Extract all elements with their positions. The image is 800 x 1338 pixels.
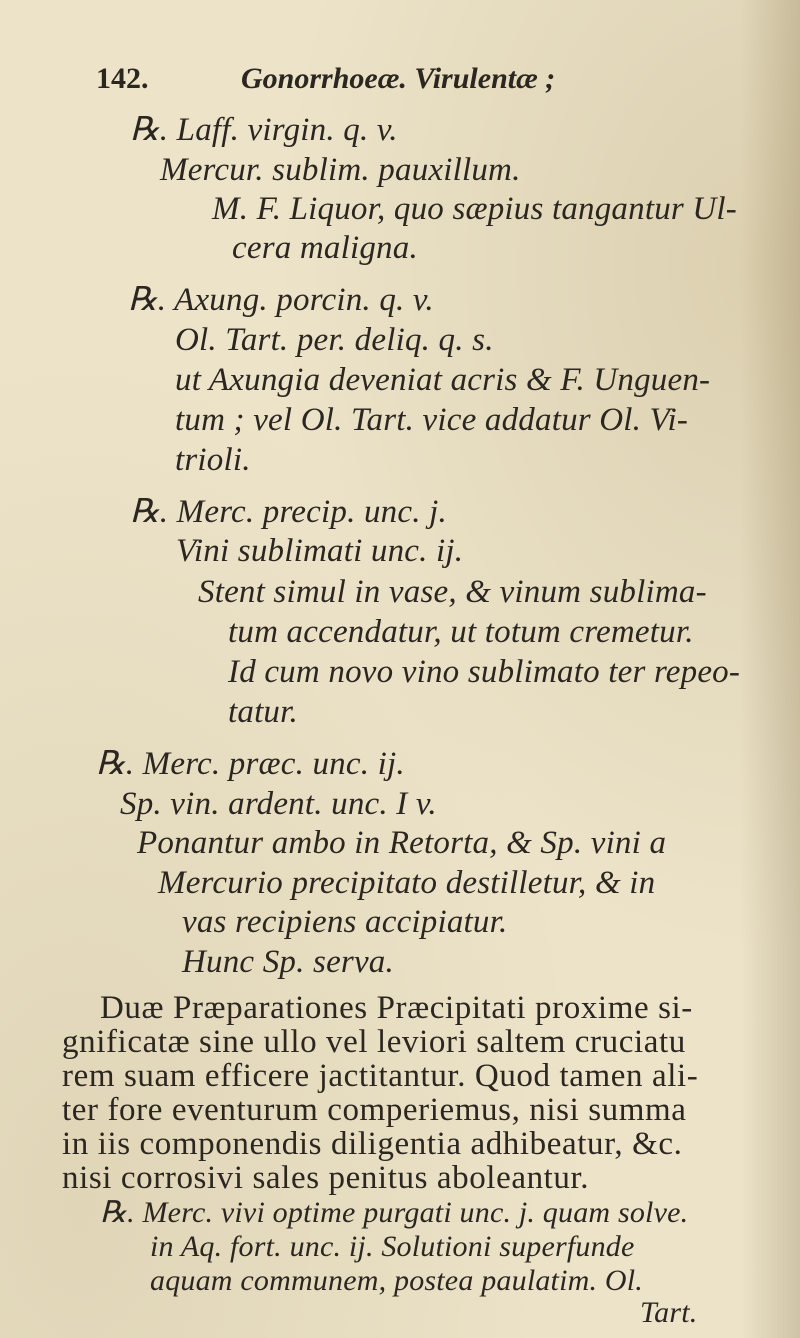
text-line: Mercur. sublim. pauxillum.: [160, 152, 521, 188]
page-edge-shadow: [740, 0, 800, 1338]
text-line: tatur.: [228, 694, 298, 730]
text-line: tum ; vel Ol. Tart. vice addatur Ol. Vi-: [175, 402, 689, 438]
text-line: Ponantur ambo in Retorta, & Sp. vini a: [137, 825, 667, 861]
text-line: tum accendatur, ut totum cremetur.: [228, 614, 694, 650]
text-line: ℞. Laff. virgin. q. v.: [130, 112, 398, 148]
paragraph-line: rem suam efficere jactitantur. Quod tamen ali-: [62, 1058, 699, 1094]
paragraph-line: Duæ Præparationes Præcipitati proxime si-: [100, 990, 693, 1026]
text-line: ℞. Merc. præc. unc. ij.: [96, 746, 405, 782]
paragraph-line: gnificatæ sine ullo vel leviori saltem cruciatu: [62, 1024, 686, 1060]
text-line: ut Axungia deveniat acris & F. Unguen-: [175, 362, 711, 398]
text-line: M. F. Liquor, quo sæpius tangantur Ul-: [212, 191, 737, 227]
text-line: vas recipiens accipiatur.: [182, 904, 508, 940]
text-line: Stent simul in vase, & vinum sublima-: [198, 574, 707, 610]
text-line: in Aq. fort. unc. ij. Solutioni superfunde: [150, 1230, 635, 1263]
text-line: cera maligna.: [232, 230, 418, 266]
text-line: ℞. Merc. vivi optime purgati unc. j. quam solve.: [100, 1196, 689, 1229]
text-line: aquam communem, postea paulatim. Ol.: [150, 1264, 643, 1297]
text-line: Id cum novo vino sublimato ter repeo-: [228, 654, 741, 690]
text-line: Hunc Sp. serva.: [182, 944, 394, 980]
text-line: Vini sublimati unc. ij.: [176, 533, 464, 569]
paragraph-line: in iis componendis diligentia adhibeatur, &c.: [62, 1126, 683, 1162]
text-line: Mercurio precipitato destilletur, & in: [158, 865, 656, 901]
text-line: Ol. Tart. per. deliq. q. s.: [175, 322, 494, 358]
text-line: ℞. Axung. porcin. q. v.: [128, 282, 434, 318]
running-title: Gonorrhoeæ. Virulentæ ;: [241, 62, 556, 95]
text-line: ℞. Merc. precip. unc. j.: [130, 494, 447, 530]
text-line: trioli.: [175, 442, 251, 478]
paragraph-line: ter fore eventurum comperiemus, nisi summa: [62, 1092, 687, 1128]
page-number: 142.: [96, 62, 149, 95]
paragraph-line: nisi corrosivi sales penitus aboleantur.: [62, 1160, 590, 1196]
text-line: Sp. vin. ardent. unc. I v.: [120, 786, 437, 822]
text-line: Tart.: [640, 1296, 698, 1329]
